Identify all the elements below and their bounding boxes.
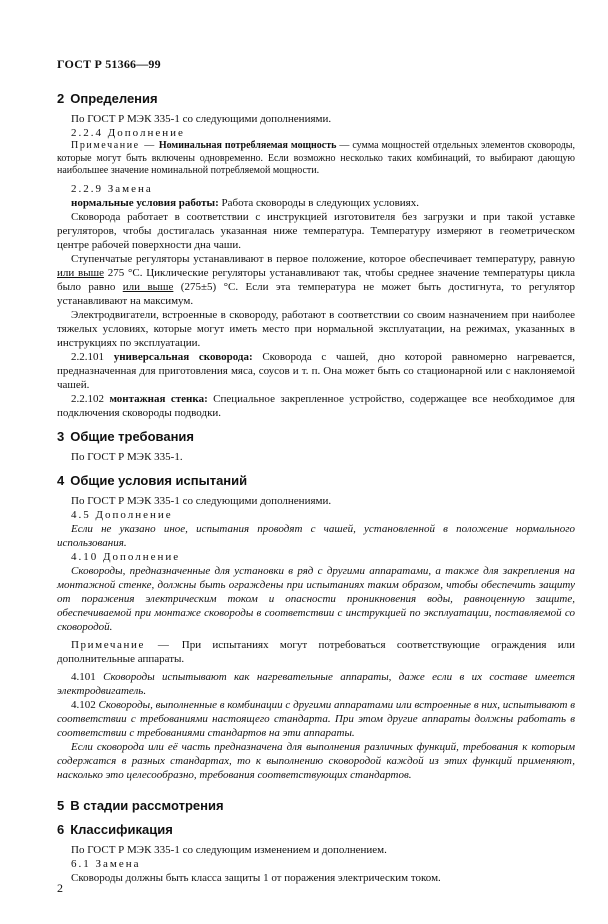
paragraph (57, 698, 575, 740)
clause-text: Сковороды испытывают как нагревательные аппараты, даже если в их составе имеется электродвигатель. (57, 670, 575, 697)
clause-number: 2.2.101 (71, 350, 104, 363)
note-text: При испытаниях могут потребоваться соответствующие ограждения или дополнительные аппараты. (57, 638, 576, 665)
section-title: Общие условия испытаний (70, 472, 248, 488)
text-span: (275±5) °С. Если эта температура не может быть достигнута, то регулятор устанавливают на максимум. (57, 280, 575, 307)
clause-number: 2.2.102 (71, 392, 104, 405)
term: монтажная стенка: (109, 392, 208, 405)
note-text: — сумма мощностей отдельных элементов сковороды, которые могут быть включены одновременно. Если возможно несколько таких комбинаций, то выбирают дающую наибольшее значение номинальной потребляемой мощности. (57, 140, 575, 176)
paragraph: По ГОСТ Р МЭК 335-1. (71, 450, 183, 463)
text-span: 275 °С. Циклические регуляторы устанавливают так, чтобы среднее значение температуры цикла было равно (57, 266, 576, 293)
definition-text: Сковорода с чашей, дно которой равномерно нагревается, предназначенная для приготовления мяса, соусов и т. п. Она может быть со стационарной или с наклоняемой чашей. (57, 350, 575, 391)
section-number: 4 (57, 472, 65, 488)
paragraph: Сковороды должны быть класса защиты 1 от поражения электрическим током. (71, 871, 441, 884)
section-title: Определения (70, 91, 158, 106)
paragraph: По ГОСТ Р МЭК 335-1 со следующими дополнениями. (71, 494, 332, 507)
paragraph: Если сковорода или её часть предназначена для выполнения различных функций, требования к которым содержатся в разных стандартах, то к выполнению сковородой каждой из этих функций применяют, насколько это целесообразно, требования соответствующих стандартов. (57, 740, 575, 781)
paragraph: По ГОСТ Р МЭК 335-1 со следующими дополнениями. (71, 113, 332, 125)
term: универсальная сковорода: (113, 350, 253, 363)
section-number: 2 (57, 91, 65, 106)
definition-text: Работа сковороды в следующих условиях. (218, 196, 419, 209)
document-header: ГОСТ Р 51366—99 (57, 57, 161, 71)
paragraph: Если не указано иное, испытания проводят с чашей, установленной в положение нормального использования. (57, 522, 575, 549)
clause-heading: 4.10 Дополнение (71, 550, 181, 563)
paragraph (57, 670, 575, 698)
text-span: Ступенчатые регуляторы устанавливают в первое положение, которое обеспечивает температуру, равную (71, 252, 575, 265)
section-title: В стадии рассмотрения (70, 797, 224, 813)
section-title: Классификация (70, 821, 173, 837)
clause-text: Сковороды, выполненные в комбинации с другими аппаратами или встроенные в них, испытывают в соответствии с требованиями настоящего стандарта. При этом другие аппараты должны работать в соответствии с требованиями стандартов на эти аппараты. (57, 698, 575, 739)
term: Номинальная потребляемая мощность (158, 140, 337, 151)
definition (57, 196, 575, 210)
paragraph: Сковорода работает в соответствии с инструкцией изготовителя без загрузки и при такой уставке регуляторов, чтобы достигалась указанная ниже температура. Температуру измеряют в геометрическом центре рабочей поверхности дна чаши. (57, 210, 575, 251)
note-label: Примечание — (71, 638, 171, 651)
note (57, 140, 575, 178)
underlined-text: или выше (57, 266, 104, 279)
paragraph: Электродвигатели, встроенные в сковороду, работают в соответствии со своим назначением при наиболее тяжелых условиях, которые могут иметь место при нормальной эксплуатации, на режимах, указанных в инструкциях по эксплуатации. (57, 308, 575, 349)
clause-number: 4.101 (71, 670, 96, 683)
section-title: Общие требования (70, 428, 194, 444)
definition-text: Специальное закрепленное устройство, содержащее все необходимое для подключения сковороды подводки. (57, 392, 575, 419)
clause-number: 4.102 (71, 698, 96, 711)
document-body (57, 82, 575, 885)
section-number: 6 (57, 821, 65, 837)
section-number: 5 (57, 797, 65, 813)
section-3-heading (57, 429, 575, 445)
underlined-text: или выше (122, 280, 174, 293)
definition (57, 350, 575, 392)
paragraph (57, 252, 575, 308)
paragraph: По ГОСТ Р МЭК 335-1 со следующим изменением и дополнением. (71, 843, 387, 856)
clause-heading: 2.2.4 Дополнение (71, 127, 185, 139)
section-6-heading (57, 822, 575, 838)
term: нормальные условия работы: (71, 196, 219, 209)
clause-heading: 6.1 Замена (71, 857, 141, 870)
section-2-heading (57, 91, 575, 107)
definition (57, 392, 575, 420)
clause-heading: 4.5 Дополнение (71, 508, 173, 521)
clause-heading: 2.2.9 Замена (71, 182, 153, 195)
section-4-heading (57, 473, 575, 489)
note-label: Примечание — (71, 140, 156, 151)
section-5-heading (57, 798, 575, 814)
section-number: 3 (57, 428, 65, 444)
page-number: 2 (57, 881, 63, 895)
paragraph: Сковороды, предназначенные для установки в ряд с другими аппаратами, а также для закрепления на монтажной стенке, должны быть ограждены при испытаниях таким образом, чтобы обеспечить защиту от поражения электрическим током и опасности проникновения воды, равноценную защите, обеспечиваемой при монтаже сковороды в соответствии с инструкцией по эксплуатации, поставляемой со сковородой. (57, 564, 575, 633)
note (57, 638, 575, 666)
